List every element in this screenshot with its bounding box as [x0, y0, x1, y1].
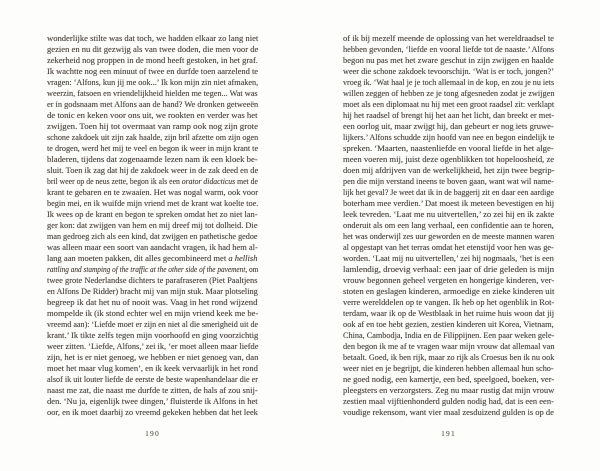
text-line-content: ger kon: dat zwijgen van hem en mij dreef mij tot dolheid. Die — [47, 221, 258, 230]
text-line — [47, 341, 258, 352]
text-line — [47, 319, 258, 330]
text-line-content: vragen: ‘Alfons, kun jij me ook...’ Ik kon mijn zin niet afmaken, — [47, 78, 259, 87]
right-page-text — [343, 33, 554, 418]
right-page-number: 191 — [441, 429, 456, 438]
text-line — [47, 121, 258, 132]
text-line-content: een oorlog uit, maar zwijgt hij, dan gebeurt er nog iets gruwe- — [343, 122, 554, 131]
text-line-content: zekerheid nog proppen in de mond heeft gestoken, in het graf. — [47, 56, 258, 65]
text-line — [47, 253, 258, 264]
text-line-content: meen voeren mij, juist deze ogenblikken tot hopeloosheid, ze — [343, 155, 555, 164]
text-line-content: gezien en nu dit gezwijg als van twee doden, die men voor de — [47, 45, 259, 54]
text-line — [47, 308, 258, 319]
text-line-content: zwijgen. Toen hij tot overmaat van ramp ook nog zijn grote — [47, 122, 259, 131]
text-line — [47, 143, 258, 154]
text-line — [343, 132, 554, 143]
text-line-content: spreken. ‘Maarten, naastenliefde en vooral liefde in het alge- — [343, 144, 554, 153]
text-line-content: moet het maar vlug komen’, en ik keek vervaarlijk in het rond — [47, 364, 258, 373]
text-line-content: was alleen maar een soort van aandacht vragen, ik had hem al- — [47, 243, 258, 252]
text-line — [343, 286, 554, 297]
text-line — [47, 374, 258, 385]
text-line — [343, 33, 554, 44]
text-line-content: weer die schone zakdoek tevoorschijn. ‘Wat is er toch, jongen?’ — [343, 67, 554, 76]
text-line-content: krant te gebaren en te zwaaien. Het was nogal warm, ook voor — [47, 188, 259, 197]
text-line-content: Ik wees op de krant en begon te spreken omdat het zo niet lan- — [47, 210, 258, 219]
text-line-content: weer zitten. ‘Liefde, Alfons,’ zei ik, ‘er moet alleen maar liefde — [47, 342, 259, 351]
text-line-content: de tonic en keken voor ons uit, we rookten en verder was het — [47, 111, 258, 120]
text-line-content: vreemd aan): ‘Liefde moet er zijn en niet al die smerigheid uit de — [47, 320, 259, 329]
left-page-text — [47, 33, 258, 418]
text-line-content: er in godsnaam met Alfons aan de hand? We dronken getweeën — [47, 100, 259, 109]
text-line-content: of ik bij mezelf meende de oplossing van het wereldraadsel te — [343, 34, 554, 43]
text-line — [47, 66, 258, 77]
text-line — [343, 330, 554, 341]
text-line-content: bril weer op de neus zette, begon ik als een orator didacticus met de — [47, 177, 258, 186]
text-line-content: lamlendig, droevig verhaal: een jaar of drie geleden is mijn — [343, 265, 555, 274]
text-line-content: doen mij afdrijven van de werkelijkheid, het zijn twee begrip- — [343, 166, 555, 175]
text-line — [47, 77, 258, 88]
text-line — [47, 165, 258, 176]
text-line — [343, 209, 554, 220]
text-line — [47, 396, 258, 407]
text-line — [47, 275, 258, 286]
text-line — [343, 44, 554, 55]
text-line-content: vroeg ik. ‘Wat haal je je toch allemaal in de kop, en zou je nu iets — [343, 78, 555, 87]
text-line-content: te drogen, werd het mij te veel en begon ik weer in mijn krant te — [47, 144, 259, 153]
text-line-content: twee grote Nederlandse dichters te parafraseren (Piet Paaltjens — [47, 276, 258, 285]
text-line — [343, 66, 554, 77]
text-line-content: sluit. Toen ik zag dat hij de zakdoek weer in de zak deed en de — [47, 166, 259, 175]
text-line — [47, 99, 258, 110]
text-line-content: krant.’ Ik tikte zelfs tegen mijn voorhoofd en ging voorzichtig — [47, 331, 259, 340]
text-line — [47, 110, 258, 121]
text-line — [343, 143, 554, 154]
text-line-content: lijk het geval? Je weet dat ik in de baggerij zit en daar een aardige — [343, 188, 554, 197]
text-line — [47, 330, 258, 341]
left-page-number: 190 — [145, 429, 160, 438]
text-line — [47, 297, 258, 308]
text-line — [343, 77, 554, 88]
text-line-content: leek tevreden. ‘Laat me nu uitvertellen,’ zo zei hij en ik zakte — [343, 210, 555, 219]
text-line — [47, 220, 258, 231]
text-line-content: weer niet en je begrijpt, die kinderen hebben allemaal hun scho- — [343, 364, 554, 373]
text-line-content: hebben gevonden, ‘liefde en vooral liefde tot de naaste.’ Alfons — [343, 45, 555, 54]
text-line-content: vrouw begonnen geheel vergeten en hongerige kinderen, ver- — [343, 276, 555, 285]
text-line — [343, 264, 554, 275]
text-line-content: weerzin, fatsoen en vriendelijkheid hielden me tegen... Wat was — [47, 89, 258, 98]
text-line-content: ne goed nodig, een kamertje, een bed, speelgoed, boeken, ver- — [343, 375, 555, 384]
text-line — [343, 220, 554, 231]
text-line-content: worden. ‘Laat mij nu uitvertellen,’ zei hij nogmaals, ‘het is een — [343, 254, 554, 263]
text-line — [343, 319, 554, 330]
text-line-content: den. ‘Nu ja, eigenlijk twee dingen,’ fluisterde ik Alfons in het — [47, 397, 258, 406]
text-line-content: man gedroeg zich als een kind, dat zwijgen en pathetische gedoe — [47, 232, 258, 241]
text-line-content: begreep ik dat het nu of nooit was. Vaag in het rond wijzend — [47, 298, 258, 307]
text-line — [47, 55, 258, 66]
text-line-content: begon nu pas met het zware geschut in zijn zwijgen en haalde — [343, 56, 554, 65]
text-line — [343, 297, 554, 308]
text-line-content: betaalt. Goed, ik ben rijk, maar zo rijk als Croesus ben ik nu ook — [343, 353, 555, 362]
text-line — [343, 385, 554, 396]
text-line-content: lang aan moeten pakken, dit alles gecombineerd met a hellish — [47, 254, 258, 263]
text-line — [343, 99, 554, 110]
text-line — [47, 264, 258, 275]
text-line — [343, 198, 554, 209]
text-line — [343, 253, 554, 264]
left-page — [47, 33, 258, 438]
right-page — [343, 33, 554, 438]
text-line-content: naast me zat, die naast me durfde te zitten, de hals af zou snij- — [47, 386, 258, 395]
text-line — [343, 352, 554, 363]
text-line — [343, 121, 554, 132]
text-line — [343, 187, 554, 198]
text-line-content: zijn, het is er niet genoeg, we hebben er niet genoeg van, dan — [47, 353, 259, 362]
text-line — [343, 165, 554, 176]
text-line-content: het was onderwijl zes uur geworden en de meeste mannen waren — [343, 232, 555, 241]
text-line-content: ook af en toe hebt gezien, zestien kinderen uit Korea, Vietnam, — [343, 320, 554, 329]
text-line-content: voudige rekensom, want vier maal zesduizend gulden is op de — [343, 408, 554, 417]
text-line-content: willen zeggen of hebben ze je tong afgesneden zodat je zwijgen — [343, 89, 555, 98]
text-line — [47, 132, 258, 143]
text-line — [47, 363, 258, 374]
text-line-content: al opgestapt van het terras omdat het etenstijd voor hen was ge- — [343, 243, 554, 252]
text-line-content: verre werelddelen op te vangen. Ik heb op het ogenblik in Rot- — [343, 298, 555, 307]
text-line-content: pen die mijn verstand ineens te boven gaan, want wat wil name- — [343, 177, 554, 186]
text-line — [47, 187, 258, 198]
text-line — [47, 209, 258, 220]
text-line — [343, 374, 554, 385]
text-line-content: hij het raadsel of brengt hij het aan het licht, dan breekt er met- — [343, 111, 555, 120]
text-line-content: alsof ik uit louter liefde de eerste de beste wapenhandelaar die er — [47, 375, 258, 384]
text-line-content: moet als een diplomaat nu hij met een groot raadsel zit: verklapt — [343, 100, 555, 109]
text-line — [47, 385, 258, 396]
text-line — [47, 154, 258, 165]
text-line — [343, 154, 554, 165]
text-line-content: zestien maal vijftienhonderd gulden nodig had, dat is een een- — [343, 397, 554, 406]
text-line-content: en Alfons De Ridder) bracht mij van mijn stuk. Maar plotseling — [47, 287, 258, 296]
text-line — [47, 88, 258, 99]
text-line — [47, 352, 258, 363]
text-line-content: bladeren, tijdens dat zogenaamde lezen nam ik een kloek be- — [47, 155, 258, 164]
text-line-content: lijkers.’ Alfons schudde zijn hoofd van nee en begon eindelijk te — [343, 133, 555, 142]
text-line — [343, 88, 554, 99]
text-line-content: mompelde ik (ik stond echter wel en mijn vriend keek me be- — [47, 309, 259, 318]
text-line — [47, 198, 258, 209]
text-line-content: oor, en ik moet daarbij zo vreemd gekeken hebben dat het leek — [47, 408, 258, 417]
text-line-content: wonderlijke stilte was dat toch, we hadden elkaar zo lang niet — [47, 34, 259, 43]
text-line-content: onderuit als om een lang verhaal, een confidentie aan te horen, — [343, 221, 554, 230]
text-line — [47, 286, 258, 297]
text-line — [47, 44, 258, 55]
text-line-content: den begon ik me af te vragen waar mijn vrouw dat allemaal van — [343, 342, 555, 351]
text-line — [343, 176, 554, 187]
text-line-content: boterham mee verdien.’ Dat moest ik meteen bevestigen en hij — [343, 199, 555, 208]
text-line — [343, 275, 554, 286]
text-line — [343, 110, 554, 121]
text-line — [343, 407, 554, 418]
text-line — [47, 407, 258, 418]
text-line — [343, 341, 554, 352]
text-line — [343, 55, 554, 66]
text-line-content: China, Cambodja, India en de Filippijnen. Een paar weken gele- — [343, 331, 555, 340]
text-line-content: terdam, waar ik op de Westblaak in het ruime huis woon dat jij — [343, 309, 555, 318]
text-line-content: stoten en geslagen kinderen, armoedige en zieke kinderen uit — [343, 287, 555, 296]
text-line-content: pleegsters en verzorgsters. Zeg nu maar rustig dat mijn vrouw — [343, 386, 555, 395]
text-line-content: Ik wachtte nog een minuut of twee en durfde toen aarzelend te — [47, 67, 259, 76]
text-line — [343, 231, 554, 242]
text-line-content: rattling and stamping of the traffic at the other side of the pavement, om — [47, 265, 259, 274]
text-line — [343, 308, 554, 319]
text-line — [47, 176, 258, 187]
text-line-content: begin mei, en ik wuifde mijn vriend met de krant wat koelte toe. — [47, 199, 259, 208]
text-line — [343, 363, 554, 374]
text-line — [47, 242, 258, 253]
text-line — [343, 242, 554, 253]
text-line — [47, 33, 258, 44]
text-line-content: schone zakdoek uit zijn zak haalde, zijn bril afzette om zijn ogen — [47, 133, 259, 142]
text-line — [343, 396, 554, 407]
text-line — [47, 231, 258, 242]
